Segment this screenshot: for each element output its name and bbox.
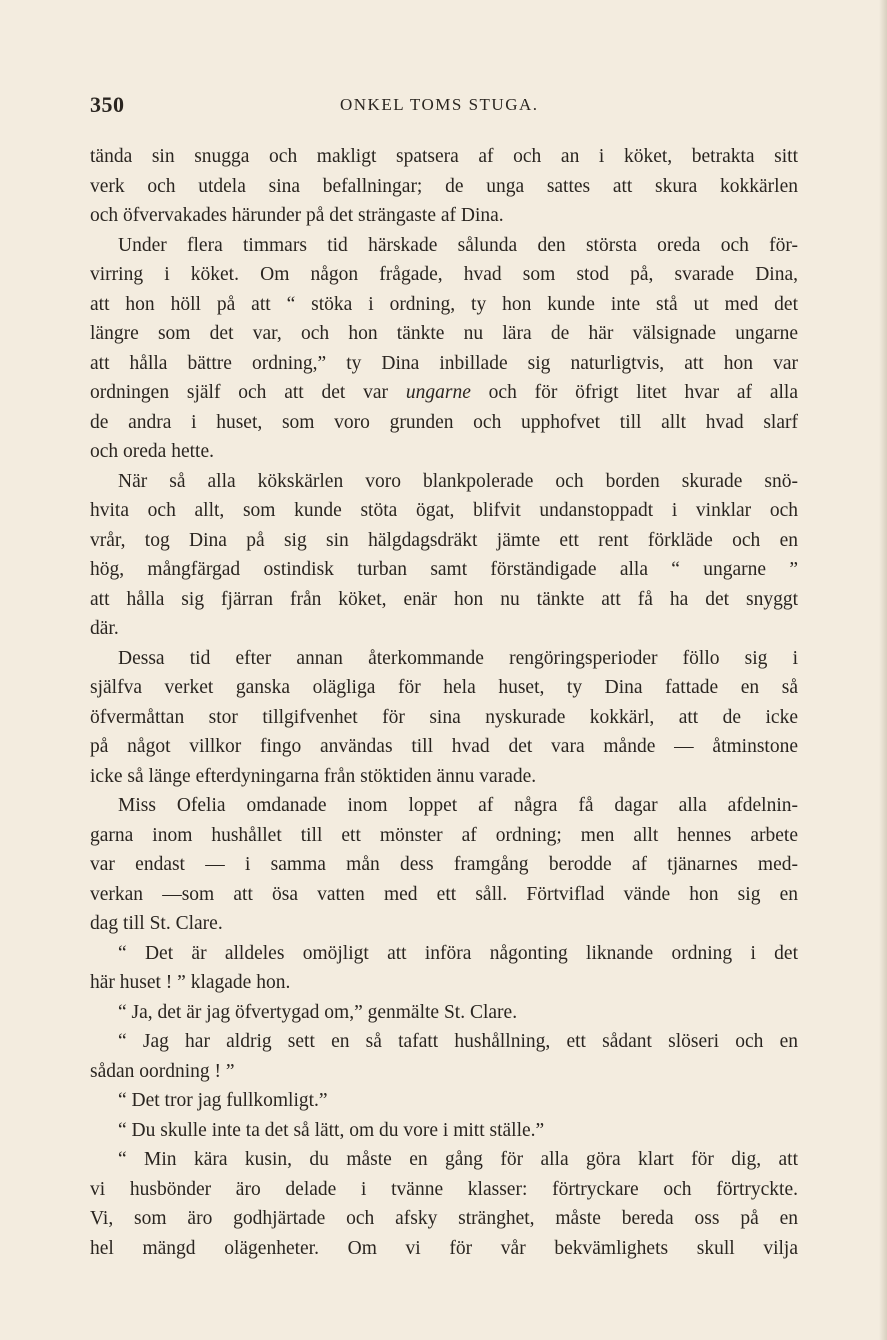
italic-word: ungarne — [405, 382, 471, 403]
text-line: När så alla kökskärlen voro blankpolerade och borden skurade snö- — [118, 470, 798, 492]
text-line: hög, mångfärgad ostindisk turban samt förständigade alla “ ungarne ” — [90, 559, 798, 580]
running-head — [90, 92, 798, 120]
text-line: virring i köket. Om någon frågade, hvad som stod på, svarade Dina, — [90, 264, 798, 285]
body-text — [90, 142, 798, 1263]
text-line: själfva verket ganska olägliga för hela huset, ty Dina fattade en så — [90, 677, 798, 698]
text-line: och oreda hette. — [90, 441, 214, 462]
text-line: öfvermåttan stor tillgifvenhet för sina nyskurade kokkärl, att de icke — [90, 706, 798, 728]
text-line: var endast — i samma mån dess framgång berodde af tjänarnes med- — [90, 854, 798, 875]
text-line: Under flera timmars tid härskade sålunda den största oreda och för- — [118, 234, 798, 256]
text-line: där. — [90, 618, 119, 639]
text-line: “ Jag har aldrig sett en så tafatt hushållning, ett sådant slöseri och en — [118, 1031, 798, 1052]
text-line: Vi, som äro godhjärtade och afsky stränghet, måste bereda oss på en — [90, 1208, 798, 1229]
text-line: tända sin snugga och makligt spatsera af och an i köket, betrakta sitt — [90, 146, 798, 167]
text-line: att hålla sig fjärran från köket, enär hon nu tänkte att få ha det snyggt — [90, 588, 798, 610]
text-line: på något villkor fingo användas till hvad det vara månde — åtminstone — [90, 736, 798, 757]
text-line: icke så länge efterdyningarna från stöktiden ännu varade. — [90, 765, 537, 787]
text-line: att hålla bättre ordning,” ty Dina inbillade sig naturligtvis, att hon var — [90, 352, 798, 374]
text-line: vi husbönder äro delade i tvänne klasser: förtryckare och förtryckte. — [90, 1178, 798, 1200]
text-line: Miss Ofelia omdanade inom loppet af några få dagar alla afdelnin- — [118, 795, 798, 816]
text-line: sådan oordning ! ” — [90, 1060, 235, 1082]
text-line: “ Min kära kusin, du måste en gång för alla göra klart för dig, att — [118, 1149, 798, 1170]
text-line-segment: ordningen själf och att det var — [90, 382, 406, 403]
page-number: 350 — [90, 92, 125, 117]
text-line: och öfvervakades härunder på det strängaste af Dina. — [90, 205, 504, 226]
text-line: “ Du skulle inte ta det så lätt, om du vore i mitt ställe.” — [118, 1119, 545, 1141]
text-line: hel mängd olägenheter. Om vi för vår bekvämlighets skull vilja — [90, 1237, 798, 1259]
text-line: dag till St. Clare. — [90, 913, 223, 934]
text-line-segment: och för öfrigt litet hvar af alla — [470, 382, 798, 403]
text-line: de andra i huset, som voro grunden och upphofvet till allt hvad slarf — [90, 411, 798, 433]
text-line — [90, 378, 798, 408]
text-line: vrår, tog Dina på sig sin hälgdagsdräkt jämte ett rent förkläde och en — [90, 529, 798, 551]
running-title: ONKEL TOMS STUGA. — [340, 95, 539, 114]
text-line: garna inom hushållet till ett mönster af ordning; men allt hennes arbete — [90, 824, 798, 846]
text-line: “ Ja, det är jag öfvertygad om,” genmälte St. Clare. — [118, 1001, 518, 1023]
text-line: “ Det är alldeles omöjligt att införa någonting liknande ordning i det — [118, 942, 798, 964]
text-line: Dessa tid efter annan återkommande rengöringsperioder föllo sig i — [118, 647, 798, 669]
text-line: hvita och allt, som kunde stöta ögat, blifvit undanstoppadt i vinklar och — [90, 500, 798, 521]
text-line: att hon höll på att “ stöka i ordning, ty hon kunde inte stå ut med det — [90, 293, 798, 315]
text-line: verk och utdela sina befallningar; de unga sattes att skura kokkärlen — [90, 175, 798, 197]
text-line: verkan —som att ösa vatten med ett såll. Förtviflad vände hon sig en — [90, 883, 798, 905]
text-line: här huset ! ” klagade hon. — [90, 972, 291, 993]
text-line: “ Det tror jag fullkomligt.” — [118, 1090, 328, 1111]
page-edge-shadow — [879, 0, 887, 1340]
text-line: längre som det var, och hon tänkte nu lära de här välsignade ungarne — [90, 323, 798, 344]
